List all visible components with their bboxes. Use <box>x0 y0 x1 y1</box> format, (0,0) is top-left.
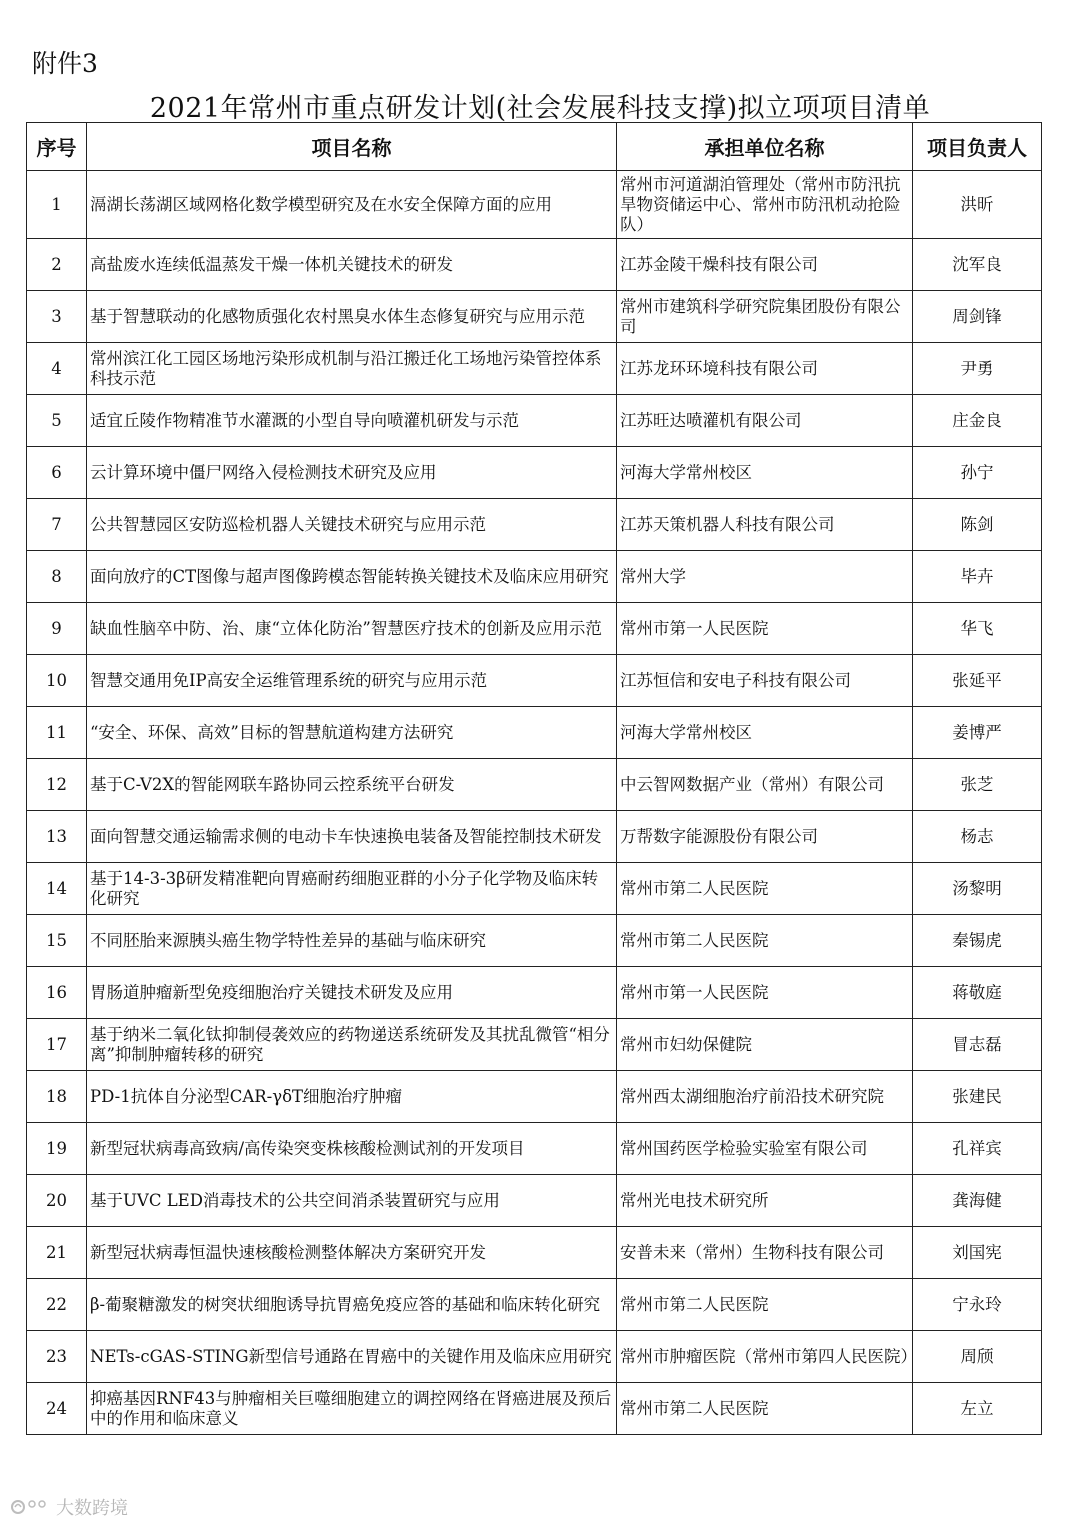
table-row <box>27 1227 1042 1279</box>
table-row <box>27 1071 1042 1123</box>
table-row <box>27 1019 1042 1071</box>
table-row <box>27 343 1042 395</box>
cell-no: 9 <box>27 603 87 655</box>
cell-project-name: 缺血性脑卒中防、治、康“立体化防治”智慧医疗技术的创新及应用示范 <box>87 603 617 655</box>
cell-project-name: 基于智慧联动的化感物质强化农村黑臭水体生态修复研究与应用示范 <box>87 291 617 343</box>
cell-project-name: 高盐废水连续低温蒸发干燥一体机关键技术的研发 <box>87 239 617 291</box>
cell-organization: 常州市第二人民医院 <box>617 863 913 915</box>
cell-no: 13 <box>27 811 87 863</box>
cell-project-name: 云计算环境中僵尸网络入侵检测技术研究及应用 <box>87 447 617 499</box>
cell-organization: 常州光电技术研究所 <box>617 1175 913 1227</box>
cell-project-leader: 孙宁 <box>913 447 1042 499</box>
cell-project-leader: 汤黎明 <box>913 863 1042 915</box>
cell-no: 4 <box>27 343 87 395</box>
table-row <box>27 395 1042 447</box>
cell-project-name: 基于14-3-3β研发精准靶向胃癌耐药细胞亚群的小分子化学物及临床转化研究 <box>87 863 617 915</box>
cell-project-name: 新型冠状病毒恒温快速核酸检测整体解决方案研究开发 <box>87 1227 617 1279</box>
cell-no: 16 <box>27 967 87 1019</box>
table-row <box>27 915 1042 967</box>
cell-no: 18 <box>27 1071 87 1123</box>
cell-project-leader: 龚海健 <box>913 1175 1042 1227</box>
table-row <box>27 291 1042 343</box>
attachment-label: 附件3 <box>32 49 98 78</box>
header-no: 序号 <box>27 123 87 171</box>
cell-project-leader: 刘国宪 <box>913 1227 1042 1279</box>
cell-project-name: 基于纳米二氧化钛抑制侵袭效应的药物递送系统研发及其扰乱微管“相分离”抑制肿瘤转移的研究 <box>87 1019 617 1071</box>
cell-project-leader: 周颀 <box>913 1331 1042 1383</box>
cell-organization: 江苏龙环环境科技有限公司 <box>617 343 913 395</box>
cell-organization: 中云智网数据产业（常州）有限公司 <box>617 759 913 811</box>
project-table <box>26 122 1042 1435</box>
cell-project-name: 胃肠道肿瘤新型免疫细胞治疗关键技术研发及应用 <box>87 967 617 1019</box>
cell-organization: 常州市第二人民医院 <box>617 1279 913 1331</box>
cell-no: 11 <box>27 707 87 759</box>
cell-project-name: 不同胚胎来源胰头癌生物学特性差异的基础与临床研究 <box>87 915 617 967</box>
cell-organization: 常州市肿瘤医院（常州市第四人民医院） <box>617 1331 913 1383</box>
cell-project-name: 新型冠状病毒高致病/高传染突变株核酸检测试剂的开发项目 <box>87 1123 617 1175</box>
cell-project-leader: 张延平 <box>913 655 1042 707</box>
table-row <box>27 1383 1042 1435</box>
cell-project-leader: 周剑锋 <box>913 291 1042 343</box>
cell-organization: 江苏旺达喷灌机有限公司 <box>617 395 913 447</box>
cell-project-leader: 毕卉 <box>913 551 1042 603</box>
table-row <box>27 603 1042 655</box>
cell-organization: 常州市第一人民医院 <box>617 603 913 655</box>
cell-organization: 河海大学常州校区 <box>617 707 913 759</box>
document-title: 2021年常州市重点研发计划(社会发展科技支撑)拟立项项目清单 <box>149 93 931 124</box>
cell-project-name: 面向放疗的CT图像与超声图像跨模态智能转换关键技术及临床应用研究 <box>87 551 617 603</box>
cell-project-name: 面向智慧交通运输需求侧的电动卡车快速换电装备及智能控制技术研发 <box>87 811 617 863</box>
cell-project-leader: 张建民 <box>913 1071 1042 1123</box>
cell-no: 8 <box>27 551 87 603</box>
watermark-logo-icon <box>10 1496 50 1518</box>
cell-project-leader: 姜博严 <box>913 707 1042 759</box>
cell-project-name: NETs-cGAS-STING新型信号通路在胃癌中的关键作用及临床应用研究 <box>87 1331 617 1383</box>
table-row <box>27 239 1042 291</box>
cell-project-name: 智慧交通用免IP高安全运维管理系统的研究与应用示范 <box>87 655 617 707</box>
cell-organization: 江苏天策机器人科技有限公司 <box>617 499 913 551</box>
cell-project-leader: 孔祥宾 <box>913 1123 1042 1175</box>
table-row <box>27 811 1042 863</box>
cell-organization: 万帮数字能源股份有限公司 <box>617 811 913 863</box>
cell-no: 24 <box>27 1383 87 1435</box>
table-row <box>27 171 1042 239</box>
cell-no: 12 <box>27 759 87 811</box>
cell-project-leader: 张芝 <box>913 759 1042 811</box>
cell-organization: 常州大学 <box>617 551 913 603</box>
cell-project-leader: 陈剑 <box>913 499 1042 551</box>
cell-project-leader: 冒志磊 <box>913 1019 1042 1071</box>
cell-project-name: 滆湖长荡湖区域网格化数学模型研究及在水安全保障方面的应用 <box>87 171 617 239</box>
cell-no: 7 <box>27 499 87 551</box>
cell-organization: 常州市第一人民医院 <box>617 967 913 1019</box>
table-row <box>27 1331 1042 1383</box>
cell-project-leader: 秦锡虎 <box>913 915 1042 967</box>
cell-no: 15 <box>27 915 87 967</box>
cell-project-leader: 沈军良 <box>913 239 1042 291</box>
cell-no: 1 <box>27 171 87 239</box>
cell-project-leader: 庄金良 <box>913 395 1042 447</box>
cell-no: 17 <box>27 1019 87 1071</box>
cell-no: 2 <box>27 239 87 291</box>
table-row <box>27 655 1042 707</box>
table-row <box>27 1279 1042 1331</box>
cell-project-name: 适宜丘陵作物精准节水灌溉的小型自导向喷灌机研发与示范 <box>87 395 617 447</box>
cell-no: 23 <box>27 1331 87 1383</box>
table-row <box>27 447 1042 499</box>
cell-project-name: β-葡聚糖激发的树突状细胞诱导抗胃癌免疫应答的基础和临床转化研究 <box>87 1279 617 1331</box>
cell-project-leader: 洪昕 <box>913 171 1042 239</box>
cell-project-name: 公共智慧园区安防巡检机器人关键技术研究与应用示范 <box>87 499 617 551</box>
cell-no: 10 <box>27 655 87 707</box>
cell-organization: 常州西太湖细胞治疗前沿技术研究院 <box>617 1071 913 1123</box>
cell-project-name: 基于C-V2X的智能网联车路协同云控系统平台研发 <box>87 759 617 811</box>
table-body <box>27 171 1042 1435</box>
cell-project-leader: 左立 <box>913 1383 1042 1435</box>
cell-project-name: “安全、环保、高效”目标的智慧航道构建方法研究 <box>87 707 617 759</box>
cell-project-name: 基于UVC LED消毒技术的公共空间消杀装置研究与应用 <box>87 1175 617 1227</box>
cell-project-leader: 蒋敬庭 <box>913 967 1042 1019</box>
cell-project-name: 抑癌基因RNF43与肿瘤相关巨噬细胞建立的调控网络在肾癌进展及预后中的作用和临床意义 <box>87 1383 617 1435</box>
cell-no: 21 <box>27 1227 87 1279</box>
watermark <box>10 1494 128 1520</box>
cell-organization: 江苏恒信和安电子科技有限公司 <box>617 655 913 707</box>
table-row <box>27 499 1042 551</box>
cell-project-leader: 宁永玲 <box>913 1279 1042 1331</box>
header-project-name: 项目名称 <box>87 123 617 171</box>
cell-no: 6 <box>27 447 87 499</box>
cell-no: 3 <box>27 291 87 343</box>
cell-organization: 常州市建筑科学研究院集团股份有限公司 <box>617 291 913 343</box>
cell-project-name: 常州滨江化工园区场地污染形成机制与沿江搬迁化工场地污染管控体系科技示范 <box>87 343 617 395</box>
header-project-leader: 项目负责人 <box>913 123 1042 171</box>
table-header-row <box>27 123 1042 171</box>
cell-organization: 安普未来（常州）生物科技有限公司 <box>617 1227 913 1279</box>
cell-organization: 常州市河道湖泊管理处（常州市防汛抗旱物资储运中心、常州市防汛机动抢险队） <box>617 171 913 239</box>
cell-organization: 河海大学常州校区 <box>617 447 913 499</box>
table-row <box>27 759 1042 811</box>
cell-project-name: PD-1抗体自分泌型CAR-γδT细胞治疗肿瘤 <box>87 1071 617 1123</box>
table-row <box>27 707 1042 759</box>
cell-organization: 常州市妇幼保健院 <box>617 1019 913 1071</box>
cell-organization: 常州国药医学检验实验室有限公司 <box>617 1123 913 1175</box>
cell-no: 20 <box>27 1175 87 1227</box>
cell-organization: 江苏金陵干燥科技有限公司 <box>617 239 913 291</box>
table-row <box>27 1123 1042 1175</box>
cell-no: 19 <box>27 1123 87 1175</box>
table-row <box>27 1175 1042 1227</box>
cell-organization: 常州市第二人民医院 <box>617 915 913 967</box>
cell-project-leader: 杨志 <box>913 811 1042 863</box>
watermark-text: 大数跨境 <box>56 1498 128 1519</box>
cell-no: 22 <box>27 1279 87 1331</box>
table-row <box>27 863 1042 915</box>
cell-project-leader: 华飞 <box>913 603 1042 655</box>
header-organization: 承担单位名称 <box>617 123 913 171</box>
table-row <box>27 551 1042 603</box>
table-row <box>27 967 1042 1019</box>
cell-no: 5 <box>27 395 87 447</box>
cell-organization: 常州市第二人民医院 <box>617 1383 913 1435</box>
cell-no: 14 <box>27 863 87 915</box>
cell-project-leader: 尹勇 <box>913 343 1042 395</box>
